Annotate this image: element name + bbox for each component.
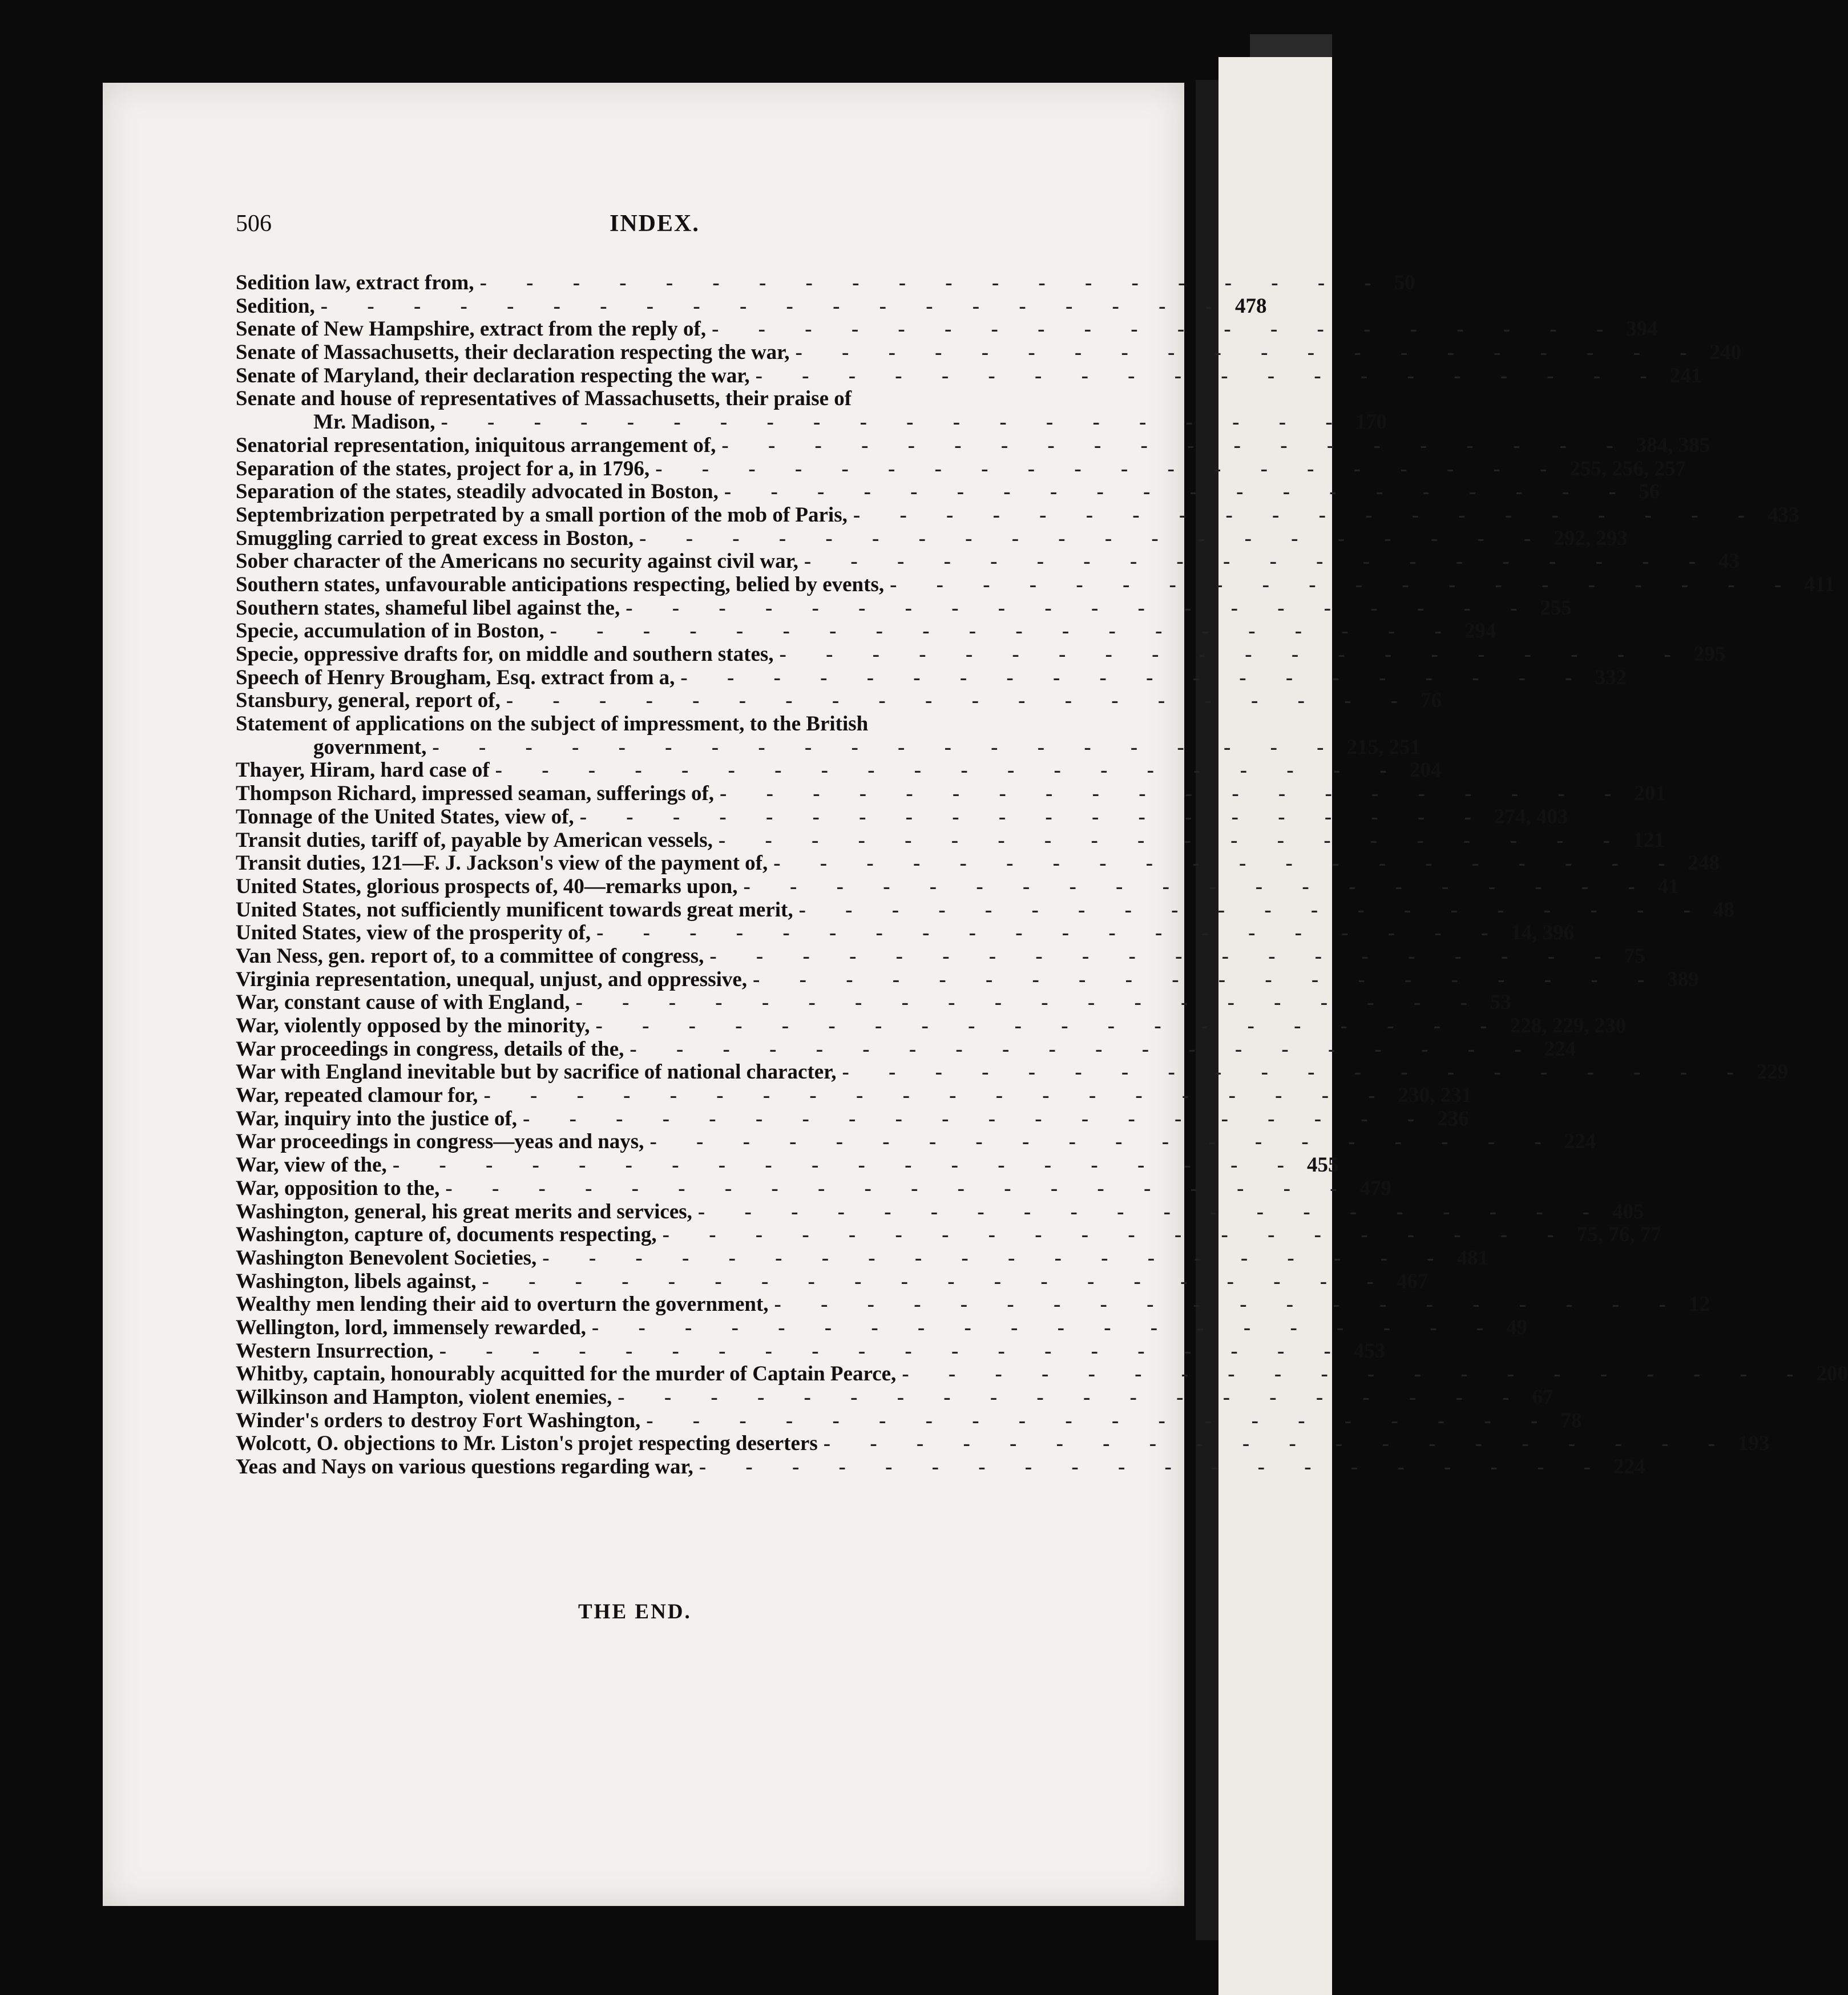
- index-entry: [236, 1432, 1770, 1456]
- index-entry: [236, 1037, 1576, 1061]
- index-entry-pages: 43: [1718, 550, 1740, 574]
- index-entry: [236, 921, 1575, 945]
- index-entry: [236, 1153, 1339, 1177]
- dot-leader: - - - - - - - - - - - - - - - - - - - -: [662, 1223, 1571, 1247]
- index-entry: [236, 271, 1415, 295]
- index-entry-pages: 240: [1709, 341, 1742, 365]
- index-entry: [236, 503, 1799, 527]
- index-entry-text: Separation of the states, steadily advocated in Boston,: [236, 480, 719, 504]
- index-entry-pages: 224: [1564, 1130, 1596, 1154]
- index-entry-pages: 56: [1639, 480, 1660, 504]
- dot-leader: - - - - - - - - - - - - - - - - - - - -: [479, 271, 1389, 294]
- index-entry: [236, 596, 1572, 620]
- index-entry: [236, 828, 1665, 853]
- index-entry-text: War with England inevitable but by sacrifice of national character,: [236, 1060, 837, 1084]
- index-entry: [236, 317, 1658, 341]
- index-entry-pages: 433: [1768, 503, 1799, 527]
- dot-leader: - - - - - - - - - - - - - - - - - - - -: [392, 1153, 1301, 1177]
- index-entry-pages: 48: [1713, 898, 1734, 922]
- index-entry: [236, 619, 1496, 643]
- dot-leader: - - - - - - - - - - - - - - - - - - - -: [721, 433, 1631, 457]
- index-entry: [236, 967, 1699, 992]
- index-entry: [236, 758, 1442, 782]
- index-entry-pages: 294: [1464, 619, 1496, 643]
- index-entry: [236, 341, 1742, 365]
- index-entry-pages: 224: [1613, 1455, 1645, 1479]
- index-entry-text: Senate and house of representatives of Massachusetts, their praise of: [236, 387, 852, 411]
- index-entry: [236, 1060, 1789, 1084]
- index-entry-text: Yeas and Nays on various questions regarding war,: [236, 1455, 693, 1479]
- page-number: 506: [236, 211, 272, 237]
- index-entry-pages: 41: [1657, 874, 1679, 898]
- index-entry: [236, 1223, 1661, 1247]
- index-entry: [236, 944, 1645, 968]
- index-entry-text: Specie, oppressive drafts for, on middle and southern states,: [236, 643, 774, 666]
- index-entry: [236, 1246, 1488, 1270]
- index-entry-text: Senate of New Hampshire, extract from the reply of,: [236, 317, 707, 341]
- dot-leader: - - - - - - - - - - - - - - - - - - - -: [680, 665, 1589, 689]
- index-entry-text: Sober character of the Americans no security against civil war,: [236, 550, 798, 574]
- index-entry-text: Wealthy men lending their aid to overturn the government,: [236, 1293, 769, 1316]
- index-entry-text: Mr. Madison,: [313, 410, 435, 434]
- index-entry-pages: 230, 231: [1398, 1084, 1472, 1108]
- index-entry-pages: 193: [1737, 1432, 1770, 1456]
- index-entry-text: Wellington, lord, immensely rewarded,: [236, 1315, 586, 1339]
- index-entry-pages: 200: [1816, 1362, 1848, 1386]
- index-entry: [236, 294, 1267, 318]
- index-entry: [236, 1408, 1582, 1433]
- index-entry-pages: 204: [1409, 758, 1442, 782]
- index-entry-text: War, constant cause of with England,: [236, 991, 570, 1015]
- index-entry-text: Whitby, captain, honourably acquitted for the murder of Captain Pearce,: [236, 1362, 897, 1386]
- index-entry-text: Sedition law, extract from,: [236, 271, 474, 294]
- index-entry-text: Separation of the states, project for a, in 1796,: [236, 457, 650, 480]
- dot-leader: - - - - - - - - - - - - - - - - - - - -: [779, 643, 1688, 666]
- index-entry-text: Thompson Richard, impressed seaman, sufferings of,: [236, 782, 715, 806]
- the-end: THE END.: [578, 1600, 692, 1624]
- index-entry: [236, 526, 1628, 551]
- dot-leader: - - - - - - - - - - - - - - - - - - - -: [655, 457, 1564, 480]
- dot-leader: - - - - - - - - - - - - - - - - - - - -: [618, 1386, 1527, 1409]
- dot-leader: - - - - - - - - - - - - - - - - - - - -: [649, 1130, 1559, 1154]
- dot-leader: - - - - - - - - - - - - - - - - - - - -: [506, 689, 1415, 713]
- index-entry-text: War, opposition to the,: [236, 1176, 440, 1200]
- index-entry-text: government,: [313, 735, 427, 759]
- index-entry-text: War, view of the,: [236, 1153, 387, 1177]
- dot-leader: - - - - - - - - - - - - - - - - - - - -: [483, 1084, 1393, 1108]
- index-entry: [236, 480, 1660, 504]
- index-entry: [236, 713, 1046, 736]
- dot-leader: - - - - - - - - - - - - - - - - - - - -: [591, 1315, 1501, 1339]
- index-entry-text: War, repeated clamour for,: [236, 1084, 478, 1108]
- index-entry-text: Speech of Henry Brougham, Esq. extract from a,: [236, 665, 675, 689]
- index-entry-pages: 215, 251: [1346, 735, 1421, 759]
- index-entry: [236, 1200, 1644, 1224]
- index-entry-text: Specie, accumulation of in Boston,: [236, 619, 544, 643]
- dot-leader: - - - - - - - - - - - - - - - - - - - -: [743, 874, 1652, 898]
- dot-leader: - - - - - - - - - - - - - - - - - - - -: [753, 967, 1662, 991]
- dot-leader: - - - - - - - - - - - - - - - - - - - -: [712, 317, 1621, 341]
- index-entry: [236, 1315, 1528, 1340]
- index-entry-pages: 170: [1355, 410, 1387, 434]
- index-entry-pages: 389: [1667, 967, 1699, 991]
- dot-leader: - - - - - - - - - - - - - - - - - - - -: [774, 1293, 1683, 1316]
- index-entry-text: Virginia representation, unequal, unjust, and oppressive,: [236, 967, 748, 991]
- index-entry-text: Tonnage of the United States, view of,: [236, 805, 574, 829]
- index-entry-text: United States, view of the prosperity of,: [236, 921, 591, 945]
- index-entry-pages: 255: [1540, 596, 1572, 620]
- index-entry-pages: 229: [1756, 1060, 1789, 1084]
- index-entry-text: Smuggling carried to great excess in Boston,: [236, 526, 634, 550]
- index-entry-pages: 12: [1688, 1293, 1710, 1316]
- dot-leader: - - - - - - - - - - - - - - - - - - - -: [432, 735, 1341, 759]
- index-entry: [236, 410, 1387, 434]
- index-entry-text: Southern states, unfavourable anticipations respecting, belied by events,: [236, 572, 885, 596]
- index-entry-pages: 384, 385: [1636, 433, 1710, 457]
- index-entry-pages: 241: [1669, 364, 1702, 387]
- index-entry: [236, 1386, 1554, 1410]
- index-entry-pages: 224: [1544, 1037, 1576, 1061]
- index-entry-text: War proceedings in congress—yeas and nays,: [236, 1130, 644, 1154]
- index-entry-pages: 75, 76, 77: [1576, 1223, 1661, 1247]
- dot-leader: - - - - - - - - - - - - - - - - - - - -: [495, 758, 1404, 782]
- index-entry-pages: 455: [1307, 1153, 1339, 1177]
- index-entry-pages: 228, 229, 230: [1510, 1014, 1627, 1037]
- index-entry-text: Wilkinson and Hampton, violent enemies,: [236, 1386, 612, 1409]
- dot-leader: - - - - - - - - - - - - - - - - - - - -: [709, 944, 1619, 968]
- dot-leader: - - - - - - - - - - - - - - - - - - - -: [320, 294, 1229, 318]
- dot-leader: - - - - - - - - - - - - - - - - - - - -: [542, 1246, 1451, 1270]
- index-entry-text: Winder's orders to destroy Fort Washington,: [236, 1408, 641, 1432]
- index-entry-pages: 292, 293: [1554, 526, 1628, 550]
- index-entry-pages: 248: [1688, 851, 1720, 875]
- index-entry-pages: 467: [1396, 1269, 1429, 1293]
- dot-leader: - - - - - - - - - - - - - - - - - - - -: [646, 1408, 1555, 1432]
- index-entry: [236, 665, 1627, 690]
- index-entry-pages: 121: [1633, 828, 1665, 852]
- dot-leader: - - - - - - - - - - - - - - - - - - - -: [579, 805, 1488, 829]
- dot-leader: - - - - - - - - - - - - - - - - - - - -: [439, 1339, 1348, 1363]
- index-entry: [236, 1176, 1392, 1201]
- dot-leader: - - - - - - - - - - - - - - - - - - - -: [890, 572, 1799, 596]
- index-entry-pages: 236: [1437, 1106, 1469, 1130]
- dot-leader: - - - - - - - - - - - - - - - - - - - -: [853, 503, 1762, 527]
- index-entry-pages: 479: [1359, 1176, 1392, 1200]
- index-entry-text: Septembrization perpetrated by a small portion of the mob of Paris,: [236, 503, 848, 527]
- index-entry-text: Western Insurrection,: [236, 1339, 434, 1363]
- dot-leader: - - - - - - - - - - - - - - - - - - - -: [697, 1200, 1607, 1223]
- dot-leader: - - - - - - - - - - - - - - - - - - - -: [626, 596, 1535, 620]
- index-entry: [236, 898, 1734, 922]
- dot-leader: - - - - - - - - - - - - - - - - - - - -: [575, 991, 1484, 1015]
- index-entry-pages: 75: [1624, 944, 1645, 968]
- index-entry-pages: 78: [1560, 1408, 1582, 1432]
- index-entry-text: Senate of Massachusetts, their declaration respecting the war,: [236, 341, 790, 365]
- dot-leader: - - - - - - - - - - - - - - - - - - - -: [902, 1362, 1811, 1386]
- index-entry: [236, 1339, 1386, 1363]
- index-entry-text: War, inquiry into the justice of,: [236, 1106, 518, 1130]
- index-entry-pages: 411: [1804, 572, 1835, 596]
- index-entry-text: Senatorial representation, iniquitous arrangement of,: [236, 433, 716, 457]
- index-entry-text: Transit duties, 121—F. J. Jackson's view of the payment of,: [236, 851, 768, 875]
- index-entry-text: United States, not sufficiently munificent towards great merit,: [236, 898, 793, 922]
- dot-leader: - - - - - - - - - - - - - - - - - - - -: [718, 828, 1628, 852]
- index-entry: [236, 805, 1568, 829]
- index-entry-text: Van Ness, gen. report of, to a committee of congress,: [236, 944, 704, 968]
- index-entry: [236, 735, 1421, 760]
- dot-leader: - - - - - - - - - - - - - - - - - - - -: [842, 1060, 1751, 1084]
- index-entry: [236, 874, 1679, 899]
- index-entry-text: United States, glorious prospects of, 40—remarks upon,: [236, 874, 738, 898]
- dot-leader: - - - - - - - - - - - - - - - - - - - -: [804, 550, 1713, 574]
- index-entry: [236, 1106, 1469, 1131]
- index-entry-text: Southern states, shameful libel against the,: [236, 596, 620, 620]
- index-entry-pages: 14, 396: [1511, 921, 1575, 945]
- index-entry-pages: 295: [1693, 643, 1726, 666]
- index-entry-pages: 67: [1532, 1386, 1554, 1409]
- index-entry: [236, 1014, 1627, 1038]
- dot-leader: - - - - - - - - - - - - - - - - - - - -: [639, 526, 1548, 550]
- index-entry: [236, 1130, 1596, 1154]
- index-entry-text: Transit duties, tariff of, payable by American vessels,: [236, 828, 713, 852]
- index-entry: [236, 1455, 1645, 1479]
- index-entry-text: Statement of applications on the subject of impressment, to the British: [236, 712, 869, 736]
- index-entry-text: Washington, capture of, documents respecting,: [236, 1223, 657, 1247]
- index-entry: [236, 1269, 1429, 1294]
- index-entry-pages: 478: [1234, 294, 1267, 318]
- index-entry: [236, 643, 1726, 667]
- index-entry-text: War, violently opposed by the minority,: [236, 1014, 590, 1037]
- dot-leader: - - - - - - - - - - - - - - - - - - - -: [823, 1432, 1732, 1456]
- dot-leader: - - - - - - - - - - - - - - - - - - - -: [699, 1455, 1608, 1479]
- index-entry-pages: 394: [1626, 317, 1658, 341]
- dot-leader: - - - - - - - - - - - - - - - - - - - -: [441, 410, 1350, 434]
- index-list: [236, 271, 1848, 1479]
- index-entry-pages: 50: [1394, 271, 1415, 294]
- index-entry: [236, 851, 1720, 875]
- dot-leader: - - - - - - - - - - - - - - - - - - - -: [482, 1269, 1391, 1293]
- dot-leader: - - - - - - - - - - - - - - - - - - - -: [445, 1176, 1354, 1200]
- index-entry-text: War proceedings in congress, details of the,: [236, 1037, 624, 1061]
- index-entry: [236, 364, 1702, 388]
- index-entry-pages: 453: [1353, 1339, 1386, 1363]
- index-entry-text: Sedition,: [236, 294, 315, 318]
- index-entry: [236, 457, 1686, 481]
- dot-leader: - - - - - - - - - - - - - - - - - - - -: [630, 1037, 1539, 1061]
- index-entry: [236, 387, 1046, 411]
- dot-leader: - - - - - - - - - - - - - - - - - - - -: [596, 921, 1506, 945]
- index-entry-text: Washington, general, his great merits and services,: [236, 1200, 692, 1223]
- dot-leader: - - - - - - - - - - - - - - - - - - - -: [755, 364, 1664, 387]
- index-entry-pages: 76: [1421, 689, 1442, 713]
- dot-leader: - - - - - - - - - - - - - - - - - - - -: [595, 1014, 1504, 1037]
- index-entry-pages: 274, 403: [1494, 805, 1568, 829]
- index-entry: [236, 991, 1511, 1015]
- running-title: INDEX.: [610, 211, 700, 237]
- index-entry-text: Washington, libels against,: [236, 1269, 477, 1293]
- index-entry-text: Senate of Maryland, their declaration respecting the war,: [236, 364, 750, 387]
- index-entry-text: Washington Benevolent Societies,: [236, 1246, 537, 1270]
- index-entry: [236, 1293, 1710, 1316]
- dot-leader: - - - - - - - - - - - - - - - - - - - -: [550, 619, 1459, 643]
- index-entry-text: Wolcott, O. objections to Mr. Liston's projet respecting deserters: [236, 1432, 818, 1456]
- page-header: [236, 210, 1046, 244]
- index-entry-pages: 405: [1612, 1200, 1644, 1223]
- index-entry: [236, 1362, 1848, 1386]
- index-entry-text: Thayer, Hiram, hard case of: [236, 758, 490, 782]
- index-entry: [236, 782, 1666, 806]
- dot-leader: - - - - - - - - - - - - - - - - - - - -: [523, 1106, 1432, 1130]
- index-entry: [236, 433, 1710, 458]
- index-entry-pages: 332: [1595, 665, 1627, 689]
- index-entry-pages: 53: [1490, 991, 1511, 1015]
- index-entry: [236, 550, 1740, 574]
- index-entry: [236, 572, 1835, 597]
- index-entry-pages: 201: [1634, 782, 1666, 806]
- index-entry-pages: 255, 256, 257: [1569, 457, 1686, 480]
- index-entry: [236, 1084, 1472, 1108]
- index-entry-pages: 49: [1506, 1315, 1528, 1339]
- index-entry: [236, 689, 1442, 713]
- dot-leader: - - - - - - - - - - - - - - - - - - - -: [795, 341, 1704, 365]
- dot-leader: - - - - - - - - - - - - - - - - - - - -: [798, 898, 1708, 922]
- index-entry-text: Stansbury, general, report of,: [236, 689, 501, 713]
- dot-leader: - - - - - - - - - - - - - - - - - - - -: [773, 851, 1682, 875]
- dot-leader: - - - - - - - - - - - - - - - - - - - -: [720, 782, 1629, 806]
- index-entry-pages: 481: [1456, 1246, 1488, 1270]
- dot-leader: - - - - - - - - - - - - - - - - - - - -: [724, 480, 1633, 504]
